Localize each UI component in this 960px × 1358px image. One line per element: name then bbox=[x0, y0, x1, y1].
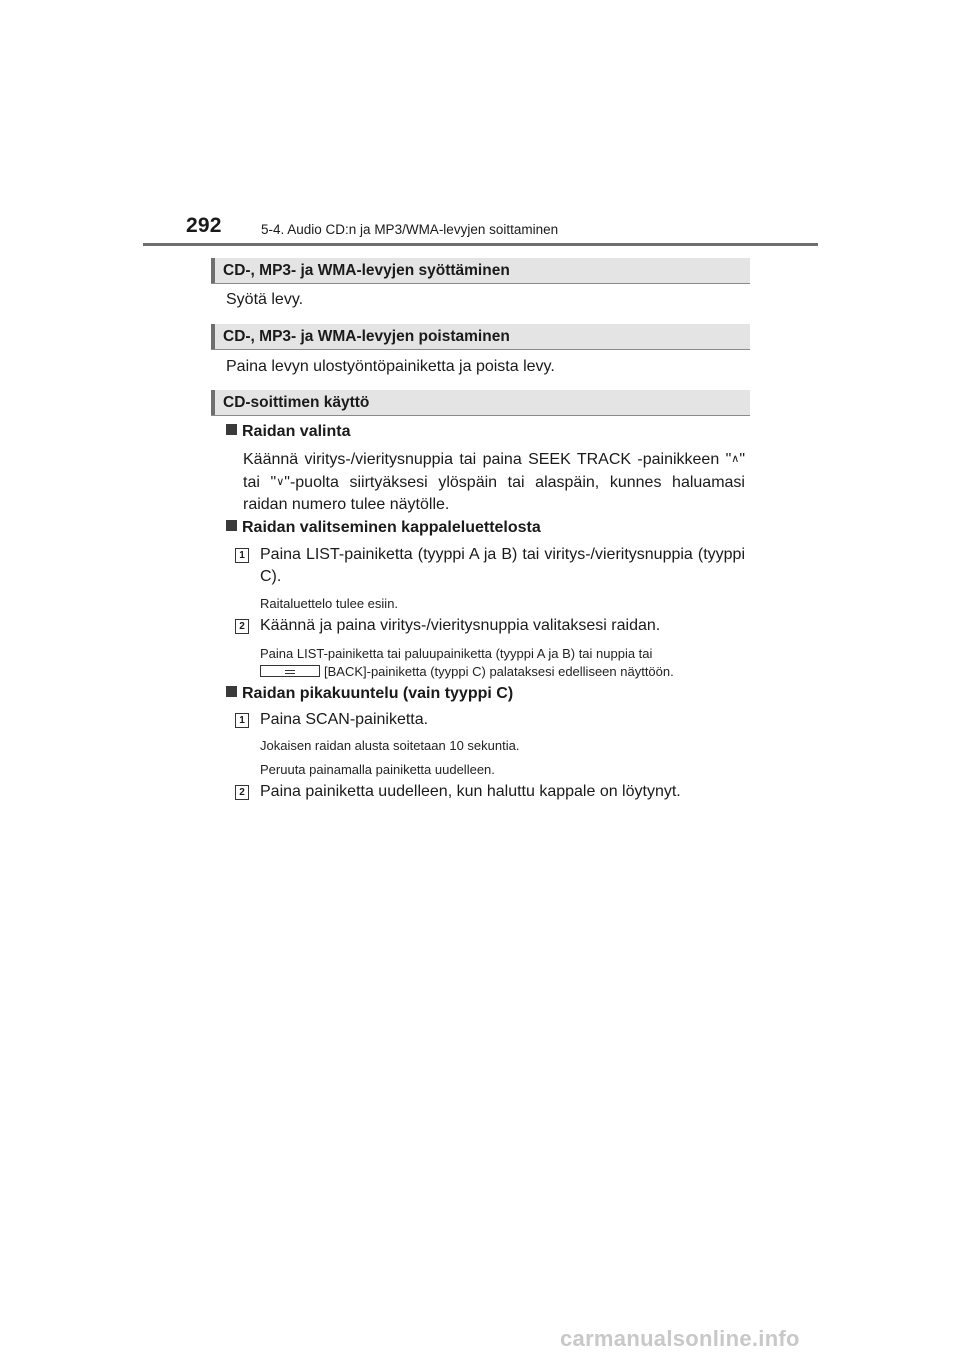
page-number: 292 bbox=[186, 214, 222, 237]
scan-step2-text: Paina painiketta uudelleen, kun haluttu kappale on löytynyt. bbox=[260, 783, 681, 800]
section-title: CD-, MP3- ja WMA-levyjen poistaminen bbox=[223, 328, 510, 345]
step-number-badge: 1 bbox=[235, 548, 249, 563]
subheading-track-select: Raidan valinta bbox=[226, 423, 350, 441]
scan-step1-note: Jokaisen raidan alusta soitetaan 10 sekuntia. bbox=[260, 738, 520, 753]
square-bullet-icon bbox=[226, 520, 237, 531]
step-number-badge: 2 bbox=[235, 785, 249, 800]
list-step1-text: Paina LIST-painiketta (tyyppi A ja B) tai viritys-/vieritysnuppia (tyyppi C). bbox=[260, 546, 745, 585]
down-arrow-icon: ∨ bbox=[276, 476, 285, 488]
section-heading-cd-player bbox=[211, 390, 750, 416]
scan-step1-text: Paina SCAN-painiketta. bbox=[260, 711, 429, 728]
square-bullet-icon bbox=[226, 424, 237, 435]
section-heading-insert bbox=[211, 258, 750, 284]
section-heading-eject bbox=[211, 324, 750, 350]
eject-instruction: Paina levyn ulostyöntöpainiketta ja poista levy. bbox=[226, 358, 555, 375]
up-arrow-icon: ∧ bbox=[731, 453, 740, 465]
section-title: CD-soittimen käyttö bbox=[223, 394, 370, 411]
track-select-text: Käännä viritys-/vieritysnuppia tai paina SEEK TRACK -painikkeen "∧" tai "∨"-puolta siirtyäksesi ylöspäin tai alaspäin, kunnes haluamasi raidan numero tulee näytölle. bbox=[243, 451, 745, 513]
header-divider bbox=[143, 243, 818, 246]
list-step1-note: Raitaluettelo tulee esiin. bbox=[260, 596, 399, 611]
square-bullet-icon bbox=[226, 686, 237, 697]
chapter-title: 5-4. Audio CD:n ja MP3/WMA-levyjen soittaminen bbox=[261, 222, 559, 237]
insert-instruction: Syötä levy. bbox=[226, 291, 304, 308]
subheading-quick-listen: Raidan pikakuuntelu (vain tyyppi C) bbox=[226, 685, 513, 703]
scan-step1-note: Peruuta painamalla painiketta uudelleen. bbox=[260, 762, 495, 777]
back-button-icon bbox=[260, 665, 320, 677]
list-step2-text: Käännä ja paina viritys-/vieritysnuppia valitaksesi raidan. bbox=[260, 617, 661, 634]
section-title: CD-, MP3- ja WMA-levyjen syöttäminen bbox=[223, 262, 510, 279]
watermark: carmanualsonline.info bbox=[560, 1326, 800, 1351]
list-step2-note: Paina LIST-painiketta tai paluupainiketta (tyyppi A ja B) tai nuppia tai [BACK]-painiketta (tyyppi C) palataksesi edelliseen näyttöön. bbox=[260, 646, 674, 679]
step-number-badge: 1 bbox=[235, 713, 249, 728]
step-number-badge: 2 bbox=[235, 619, 249, 634]
subheading-list-select: Raidan valitseminen kappaleluettelosta bbox=[226, 519, 541, 537]
